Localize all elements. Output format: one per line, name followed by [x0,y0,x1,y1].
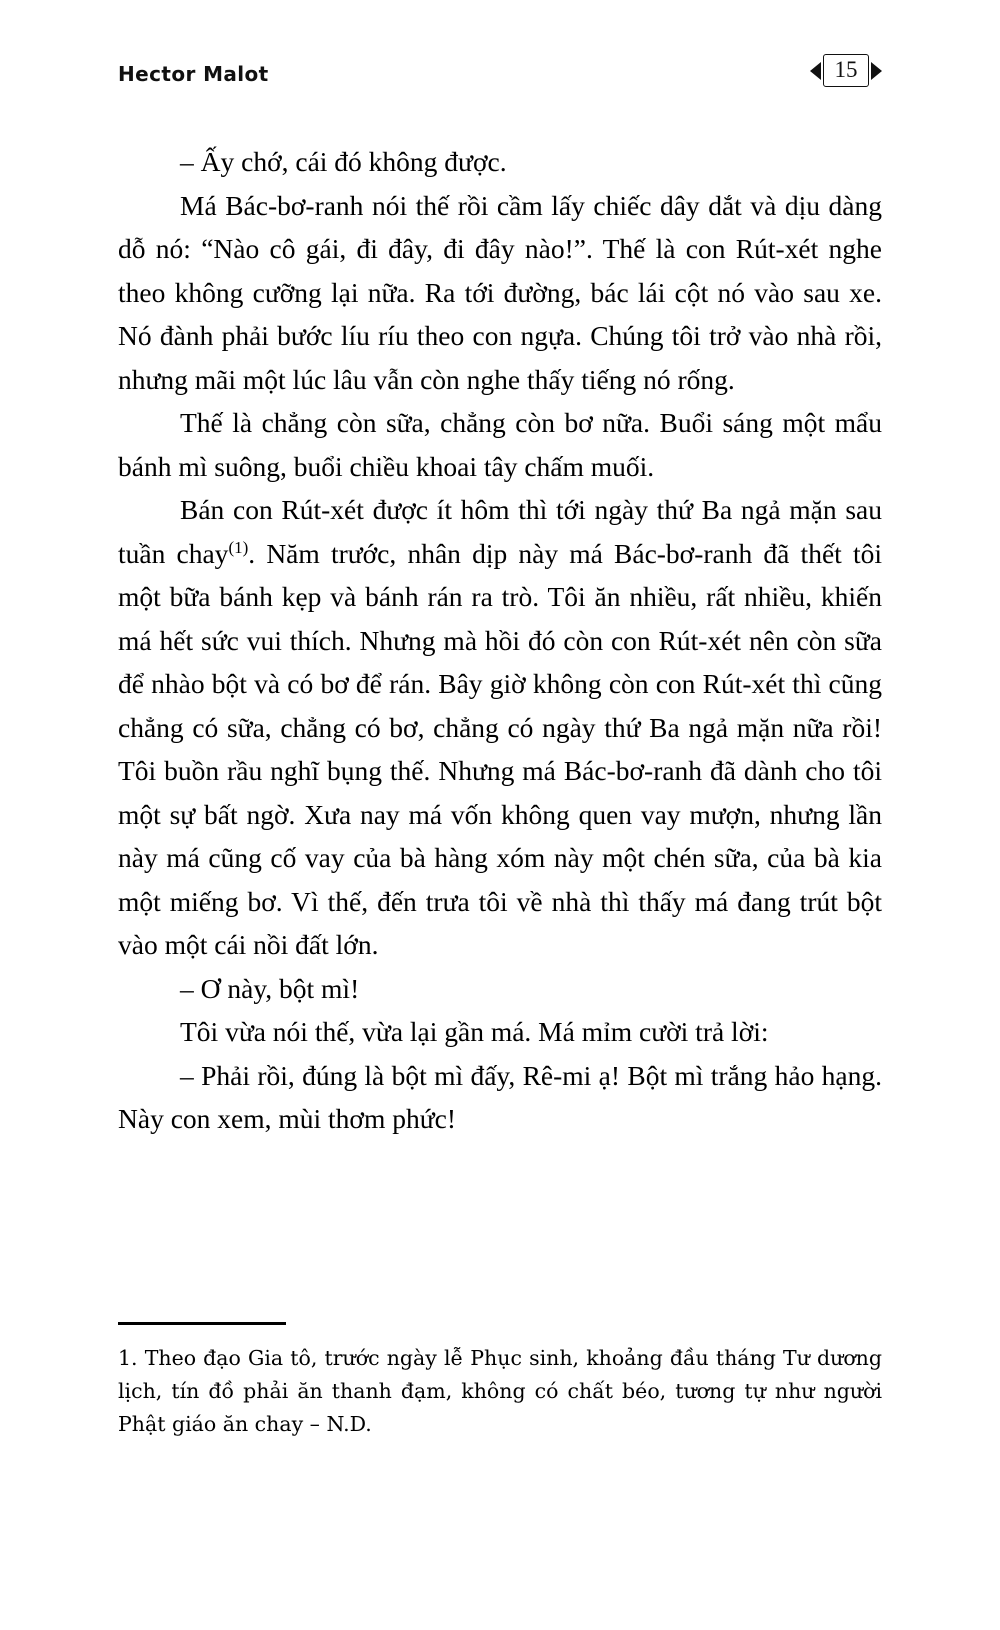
triangle-right-icon [871,62,882,80]
footnote-separator [118,1322,286,1325]
paragraph-text-after-footnote: . Năm trước, nhân dịp này má Bác-bơ-ranh đã thết tôi một bữa bánh kẹp và bánh rán ra trò. Tôi ăn nhiều, rất nhiều, khiến má hết sức vui thích. Nhưng mà hồi đó còn con Rút-xét nên còn sữa để nhào bột và có bơ để rán. Bây giờ không còn con Rút-xét thì cũng chẳng có sữa, chẳng có bơ, chẳng có ngày thứ Ba ngả mặn nữa rồi! Tôi buồn rầu nghĩ bụng thế. Nhưng má Bác-bơ-ranh đã dành cho tôi một sự bất ngờ. Xưa nay má vốn không quen vay mượn, nhưng lần này má cũng cố vay của bà hàng xóm này một chén sữa, của bà kia một miếng bơ. Vì thế, đến trưa tôi về nhà thì thấy má đang trút bột vào một cái nồi đất lớn. [118,537,882,960]
footnote-reference-marker[interactable]: (1) [228,537,249,557]
page-number: 15 [823,54,869,87]
footnote-text: 1. Theo đạo Gia tô, trước ngày lễ Phục sinh, khoảng đầu tháng Tư dương lịch, tín đồ phải ăn thanh đạm, không có chất béo, tương tự như người Phật giáo ăn chay – N.D. [118,1346,882,1436]
paragraph: – Ơ này, bột mì! [180,972,360,1004]
paragraph: – Phải rồi, đúng là bột mì đấy, Rê-mi ạ! Bột mì trắng hảo hạng. Này con xem, mùi thơm phức! [118,1059,882,1134]
paragraph-text-before-footnote: Bán con Rút-xét được ít hôm thì tới ngày thứ Ba ngả mặn sau tuần chay [118,494,882,569]
paragraph: Tôi vừa nói thế, vừa lại gần má. Má mỉm cười trả lời: [180,1016,769,1047]
paragraph: – Ấy chớ, cái đó không được. [180,146,507,177]
paragraph: Thế là chẳng còn sữa, chẳng còn bơ nữa. Buổi sáng một mẩu bánh mì suông, buổi chiều khoai tây chấm muối. [118,407,882,482]
triangle-left-icon [810,62,821,80]
page-folio [810,54,882,87]
paragraph-with-footnote [118,488,882,967]
running-head-author: Hector Malot [118,62,269,86]
page-header [118,57,882,104]
paragraph: Má Bác-bơ-ranh nói thế rồi cầm lấy chiếc dây dắt và dịu dàng dỗ nó: “Nào cô gái, đi đây, đi đây nào!”. Thế là con Rút-xét nghe theo không cưỡng lại nữa. Ra tới đường, bác lái cột nó vào sau xe. Nó đành phải bước líu ríu theo con ngựa. Chúng tôi trở vào nhà rồi, nhưng mãi một lúc lâu vẫn còn nghe thấy tiếng nó rống. [118,189,882,395]
footnote-block [118,1342,882,1441]
body-text [118,140,882,1141]
